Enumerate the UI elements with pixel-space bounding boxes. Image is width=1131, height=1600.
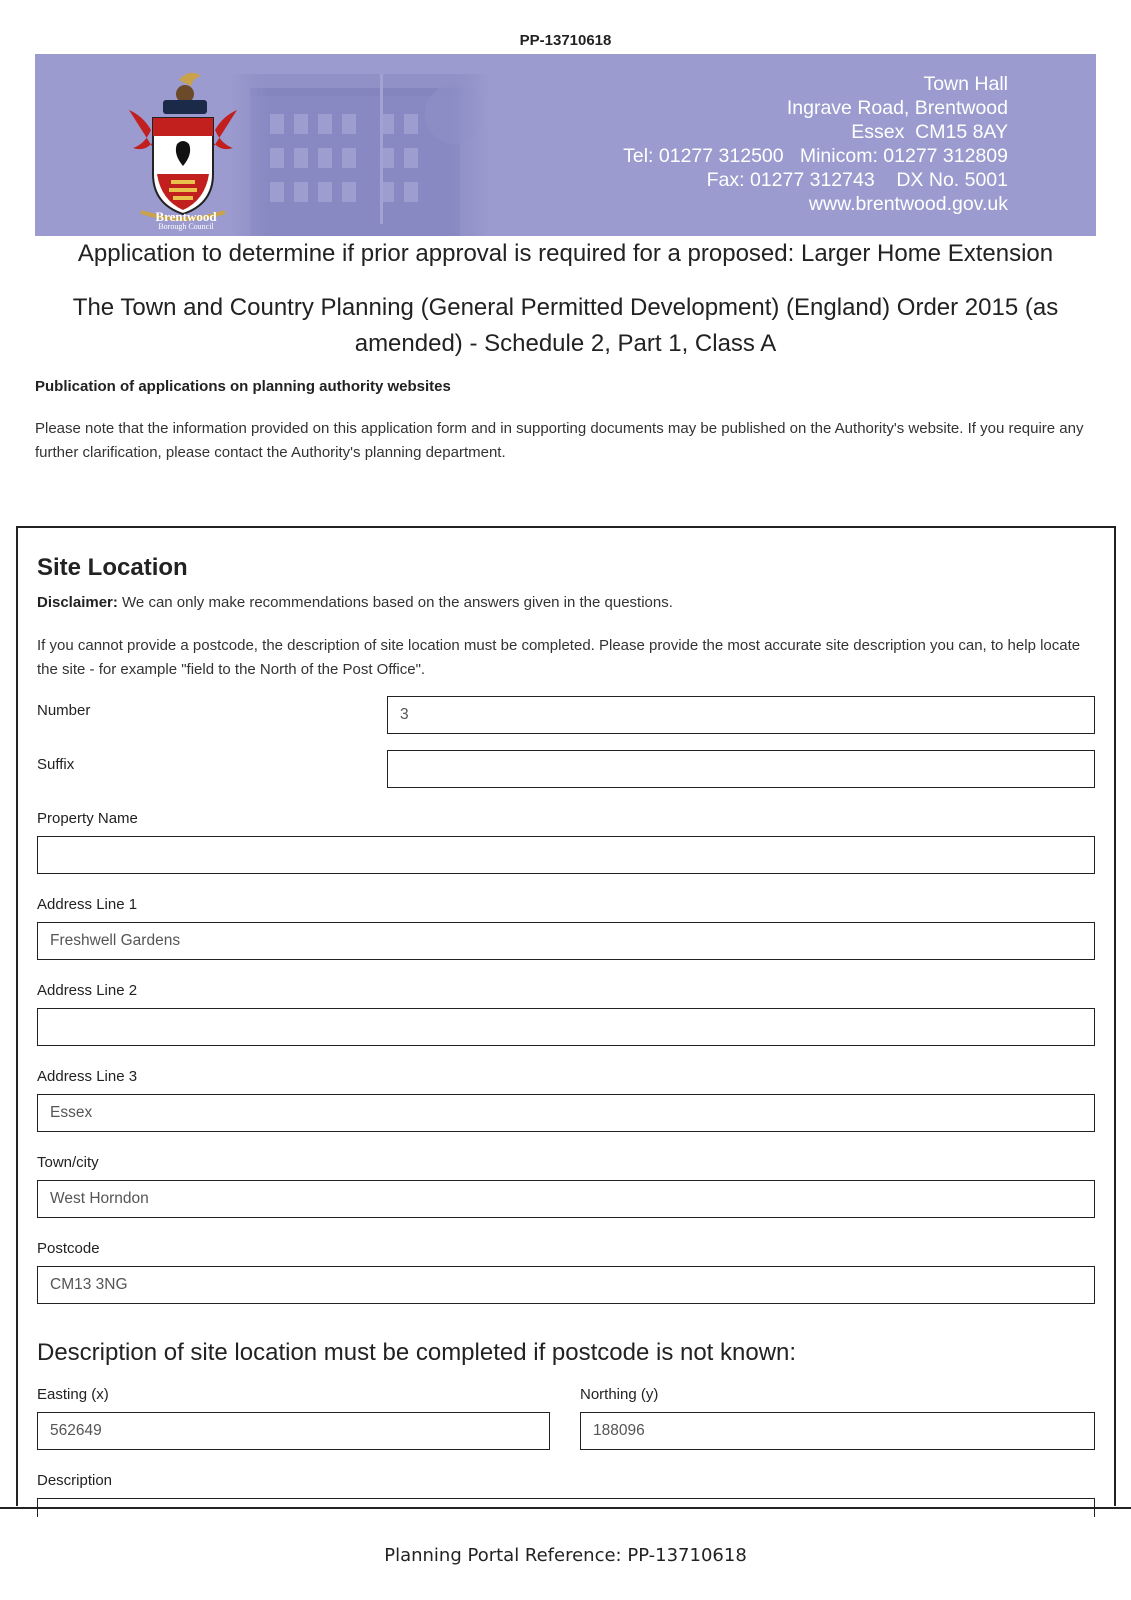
address-line-1-label: Address Line 1 [37, 896, 138, 913]
council-banner [35, 54, 1096, 236]
disclaimer [37, 594, 673, 611]
property-name-field[interactable] [37, 836, 1095, 874]
footer-reference: Planning Portal Reference: PP-13710618 [384, 1545, 747, 1566]
number-field[interactable]: 3 [387, 696, 1095, 734]
contact-line: Town Hall [923, 73, 1008, 95]
address-line-3-label: Address Line 3 [37, 1068, 138, 1085]
section-title: Site Location [37, 554, 188, 581]
disclaimer-label: Disclaimer: [37, 594, 118, 611]
address-line-2-label: Address Line 2 [37, 982, 138, 999]
northing-field[interactable]: 188096 [580, 1412, 1095, 1450]
council-subtitle: Borough Council [158, 222, 214, 231]
council-name: Brentwood [155, 209, 217, 224]
contact-line: Ingrave Road, Brentwood [786, 97, 1008, 119]
address-line-2-field[interactable] [37, 1008, 1095, 1046]
address-line-3-field[interactable]: Essex [37, 1094, 1095, 1132]
easting-label: Easting (x) [37, 1386, 109, 1403]
address-line-1-field[interactable]: Freshwell Gardens [37, 922, 1095, 960]
postcode-field[interactable]: CM13 3NG [37, 1266, 1095, 1304]
contact-line: Essex CM15 8AY [851, 121, 1008, 143]
postcode-note: If you cannot provide a postcode, the description of site location must be completed. Please provide the most accurate site description you can, to help locate the site - for example "field to the North of the Post Office". [37, 637, 1081, 678]
suffix-field[interactable] [387, 750, 1095, 788]
reference-number-top: PP-13710618 [519, 32, 612, 49]
publication-notice: Please note that the information provided on this application form and in supporting documents may be published on the Authority's website. If you require any further clarification, please contact the Authority's planning department. [35, 420, 1084, 461]
application-title: Application to determine if prior approval is required for a proposed: Larger Home Extension [77, 240, 1054, 267]
town-city-label: Town/city [37, 1154, 99, 1171]
town-hall-building-image [230, 74, 490, 236]
contact-line: Fax: 01277 312743 DX No. 5001 [706, 169, 1008, 191]
footer-divider [0, 1507, 1131, 1509]
number-label: Number [37, 702, 91, 719]
contact-website-link[interactable]: www.brentwood.gov.uk [808, 193, 1008, 215]
publication-heading: Publication of applications on planning authority websites [35, 378, 451, 395]
northing-label: Northing (y) [580, 1386, 659, 1403]
postcode-label: Postcode [37, 1240, 100, 1257]
easting-field[interactable]: 562649 [37, 1412, 550, 1450]
site-location-section [16, 526, 1116, 1506]
description-heading: Description of site location must be completed if postcode is not known: [37, 1339, 797, 1366]
council-contact-details [623, 72, 1008, 216]
property-name-label: Property Name [37, 810, 138, 827]
disclaimer-text: We can only make recommendations based on the answers given in the questions. [117, 594, 673, 611]
application-subtitle: The Town and Country Planning (General Permitted Development) (England) Order 2015 (as amended) - Schedule 2, Part 1, Class A [72, 294, 1059, 357]
contact-line: Tel: 01277 312500 Minicom: 01277 312809 [623, 145, 1008, 167]
town-city-field[interactable]: West Horndon [37, 1180, 1095, 1218]
description-label: Description [37, 1472, 113, 1489]
suffix-label: Suffix [37, 756, 75, 773]
